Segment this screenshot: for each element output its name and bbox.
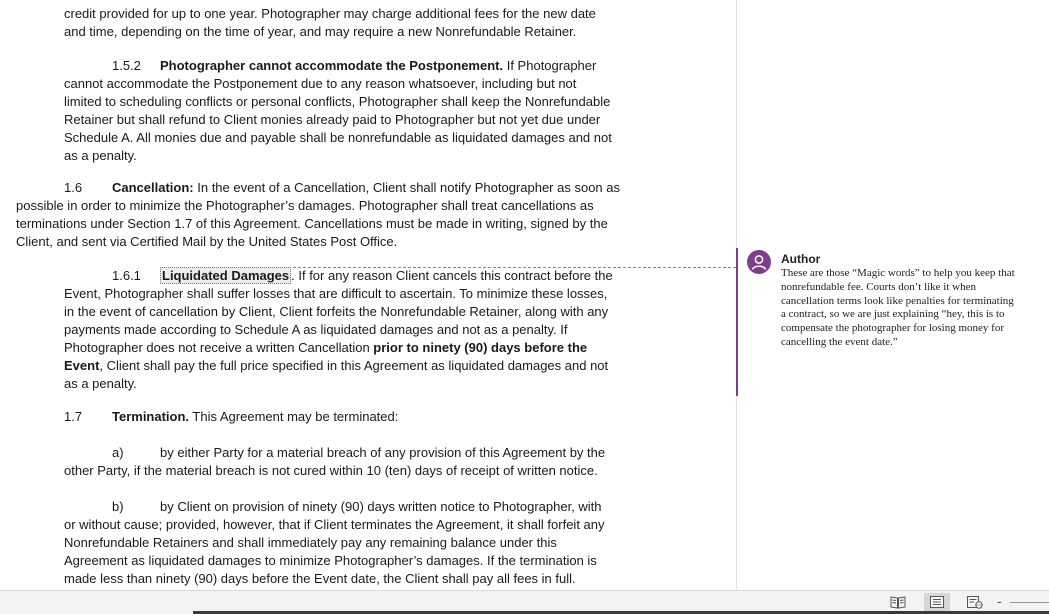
text-line: or without cause; provided, however, that if Client terminates the Agreement, it shall forfeit any bbox=[64, 517, 605, 532]
section-1-7 bbox=[64, 408, 398, 426]
section-1-5-2 bbox=[64, 57, 612, 165]
text-line: other Party, if the material breach is not cured within 10 (ten) days of receipt of written notice. bbox=[64, 463, 598, 478]
text-run: , Client shall pay the full price specified in this Agreement as liquidated damages and not bbox=[99, 358, 609, 373]
text-line bbox=[64, 339, 613, 357]
read-mode-button[interactable] bbox=[885, 593, 911, 611]
list-item-first-line bbox=[64, 498, 605, 516]
text-line: Event, Photographer shall suffer losses that are difficult to ascertain. To minimize these losses, bbox=[64, 286, 608, 301]
comment-text[interactable] bbox=[781, 267, 1043, 350]
commented-heading[interactable]: Liquidated Damages bbox=[162, 268, 290, 283]
text-line: as a penalty. bbox=[64, 148, 137, 163]
text-line: terminations under Section 1.7 of this Agreement. Cancellations must be made in writing, signed by the bbox=[16, 216, 608, 231]
text-line: possible in order to minimize the Photographer’s damages. Photographer shall treat cancellations as bbox=[16, 198, 594, 213]
section-first-line bbox=[16, 179, 620, 197]
section-first-line bbox=[64, 267, 613, 285]
print-layout-icon bbox=[929, 595, 945, 609]
user-avatar-icon bbox=[747, 250, 771, 274]
list-label: b) bbox=[112, 499, 124, 514]
web-layout-icon bbox=[966, 595, 984, 609]
intro-paragraph bbox=[64, 5, 596, 41]
section-number: 1.7 bbox=[64, 409, 83, 424]
text-line: Schedule A. All monies due and payable shall be nonrefundable as liquidated damages and not bbox=[64, 130, 612, 145]
comment-line: nonrefundable fee. Courts don’t like it when bbox=[781, 280, 976, 293]
list-item-b bbox=[64, 498, 605, 588]
text-line: in the event of cancellation by Client, Client forfeits the Nonrefundable Retainer, along with any bbox=[64, 304, 609, 319]
text-line: Retainer but shall refund to Client monies already paid to Photographer but not yet due under bbox=[64, 112, 601, 127]
section-number: 1.6.1 bbox=[112, 268, 141, 283]
text-run: by either Party for a material breach of any provision of this Agreement by the bbox=[160, 445, 606, 460]
text-line: Client, and sent via Certified Mail by the United States Post Office. bbox=[16, 234, 398, 249]
comment-active-bar bbox=[736, 248, 738, 396]
text-line: made less than ninety (90) days before the Event date, the Client shall pay all fees in full. bbox=[64, 571, 576, 586]
zoom-slider[interactable] bbox=[1010, 602, 1049, 603]
section-1-6 bbox=[16, 179, 620, 251]
section-number: 1.5.2 bbox=[112, 58, 141, 73]
section-first-line bbox=[64, 57, 612, 75]
text-run: Photographer does not receive a written Cancellation bbox=[64, 340, 374, 355]
comment-line: cancelling the event date.” bbox=[781, 335, 898, 348]
section-number: 1.6 bbox=[64, 180, 83, 195]
text-line: and time, depending on the time of year, and may require a new Nonrefundable Retainer. bbox=[64, 24, 577, 39]
section-first-line bbox=[64, 408, 398, 426]
text-line: credit provided for up to one year. Photographer may charge additional fees for the new date bbox=[64, 6, 596, 21]
list-item-first-line bbox=[64, 444, 605, 462]
text-line: Agreement as liquidated damages to minimize Photographer’s damages. If the termination is bbox=[64, 553, 597, 568]
comment-author: Author bbox=[781, 252, 821, 266]
web-layout-button[interactable] bbox=[962, 593, 988, 611]
list-item-a bbox=[64, 444, 605, 480]
section-heading: Photographer cannot accommodate the Postponement. bbox=[160, 58, 504, 73]
text-line bbox=[64, 357, 613, 375]
section-1-6-1 bbox=[64, 267, 613, 393]
text-run: . If for any reason Client cancels this contract before the bbox=[291, 268, 613, 283]
text-run: This Agreement may be terminated: bbox=[189, 409, 399, 424]
zoom-out-button[interactable]: - bbox=[997, 593, 1002, 609]
text-run: In the event of a Cancellation, Client shall notify Photographer as soon as bbox=[193, 180, 620, 195]
text-run: by Client on provision of ninety (90) days written notice to Photographer, with bbox=[160, 499, 602, 514]
text-line: Nonrefundable Retainers and shall immediately pay any remaining balance under this bbox=[64, 535, 557, 550]
comment-line: These are those “Magic words” to help you keep that bbox=[781, 267, 1015, 279]
status-bar bbox=[0, 590, 1049, 614]
comment-line: cancellation terms look like penalties for terminating bbox=[781, 294, 1014, 307]
section-heading: Termination. bbox=[112, 409, 190, 424]
text-line: cannot accommodate the Postponement due to any reason whatsoever, including but not bbox=[64, 76, 577, 91]
list-label: a) bbox=[112, 445, 124, 460]
text-line: payments made according to Schedule A as liquidated damages and not as a penalty. If bbox=[64, 322, 568, 337]
text-line: limited to scheduling conflicts or personal conflicts, Photographer shall keep the Nonrefundable bbox=[64, 94, 611, 109]
bold-text: Event bbox=[64, 358, 100, 373]
print-layout-button[interactable] bbox=[924, 593, 950, 611]
bold-text: prior to ninety (90) days before the bbox=[373, 340, 588, 355]
section-heading: Cancellation: bbox=[112, 180, 194, 195]
text-line: as a penalty. bbox=[64, 376, 137, 391]
comment-line: a contract, so we are just explaining “hey, this is to bbox=[781, 308, 1005, 321]
comment-line: compensate the photographer for losing money for bbox=[781, 322, 1004, 335]
read-mode-icon bbox=[890, 595, 906, 609]
text-run: If Photographer bbox=[503, 58, 597, 73]
